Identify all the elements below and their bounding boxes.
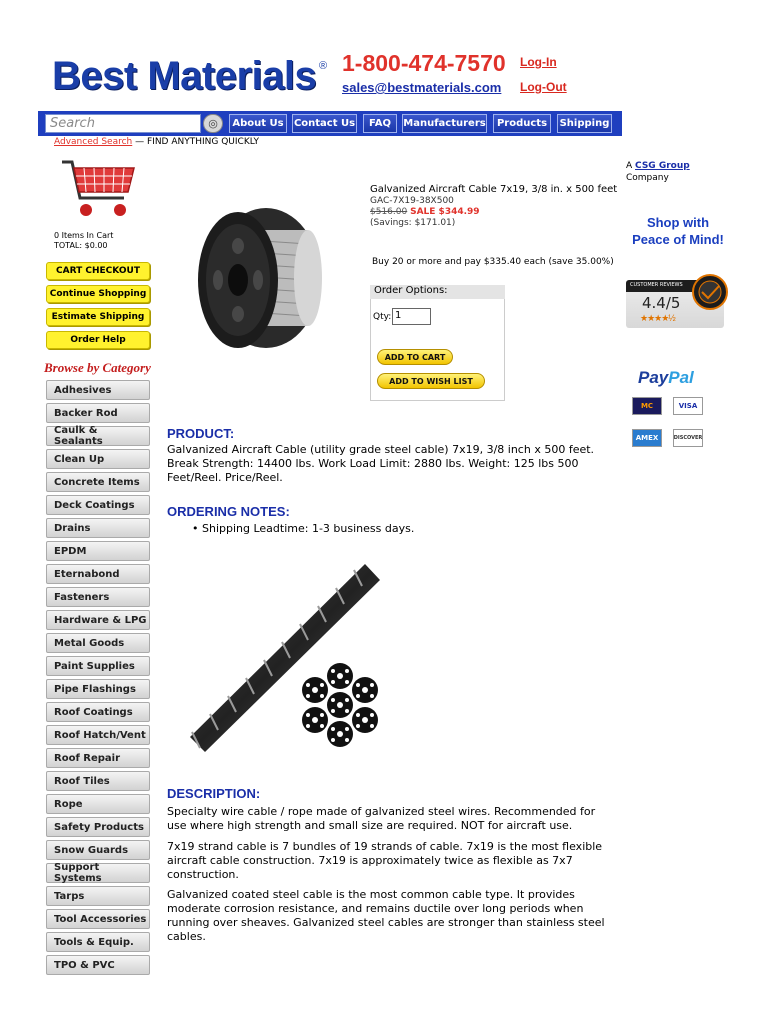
category-item[interactable]: Pipe Flashings [46, 679, 150, 699]
description-paragraph-3: Galvanized coated steel cable is the most common cable type. It provides moderate corrosion resistance, and remains ductile over long periods when running over sheaves. Galvanized steel cables are stronger than stainless steel cables. [167, 888, 605, 943]
csg-group-link[interactable]: CSG Group [635, 161, 690, 171]
sale-price: SALE $344.99 [410, 207, 480, 217]
paypal-logo-part-2: Pal [668, 368, 694, 387]
email-link[interactable]: sales@bestmaterials.com [342, 80, 502, 95]
category-item[interactable]: Tools & Equip. [46, 932, 150, 952]
site-logo[interactable]: Best Materials [52, 54, 317, 98]
product-price [370, 207, 480, 217]
category-item[interactable]: Backer Rod [46, 403, 150, 423]
customer-reviews-header: CUSTOMER REVIEWS [630, 282, 683, 288]
product-title: Galvanized Aircraft Cable 7x19, 3/8 in. x 500 feet [370, 184, 618, 195]
advanced-search-tagline: — FIND ANYTHING QUICKLY [135, 137, 260, 147]
category-item[interactable]: Rope [46, 794, 150, 814]
advanced-search-link[interactable]: Advanced Search [54, 137, 133, 147]
category-item[interactable]: Adhesives [46, 380, 150, 400]
registered-mark: ® [319, 60, 328, 72]
verified-reviews-seal-icon [692, 274, 728, 310]
search-button[interactable] [203, 114, 223, 133]
category-item[interactable]: Metal Goods [46, 633, 150, 653]
csg-prefix: A [626, 161, 633, 171]
nav-faq[interactable]: FAQ [363, 114, 397, 133]
nav-shipping[interactable]: Shipping [557, 114, 612, 133]
product-sku: GAC-7X19-38X500 [370, 196, 454, 206]
description-paragraph-2: 7x19 strand cable is 7 bundles of 19 strands of cable. 7x19 is the most flexible aircraft cable construction. 7x19 is approximately twice as flexible as 7x7 construction. [167, 840, 603, 881]
description-paragraph-1: Specialty wire cable / rope made of galvanized steel wires. Recommended for use where high strength and small size are required. NOT for aircraft use. [167, 805, 596, 832]
cable-spool-image [196, 200, 326, 352]
product-description: Galvanized Aircraft Cable (utility grade steel cable) 7x19, 3/8 inch x 500 feet. Break Strength: 14400 lbs. Work Load Limit: 2880 lbs. Weight: 125 lbs 500 Feet/Reel. Price/Reel. [167, 443, 595, 484]
shop-peace-of-mind [628, 214, 728, 248]
shop-line-2: Peace of Mind! [632, 232, 724, 247]
description-heading: DESCRIPTION: [167, 786, 261, 801]
cart-checkout-button[interactable]: CART CHECKOUT [46, 262, 150, 280]
category-item[interactable]: Tarps [46, 886, 150, 906]
nav-contact-us[interactable]: Contact Us [292, 114, 357, 133]
ordering-note-text: Shipping Leadtime: 1-3 business days. [202, 522, 415, 535]
advanced-search-row [54, 137, 259, 147]
phone-number: 1-800-474-7570 [342, 50, 506, 76]
csg-group-note [626, 160, 690, 184]
add-to-wishlist-button[interactable]: ADD TO WISH LIST [377, 373, 485, 389]
paypal-logo-part-1: Pay [638, 368, 669, 387]
category-item[interactable]: Caulk & Sealants [46, 426, 150, 446]
qty-input[interactable]: 1 [392, 308, 431, 325]
nav-manufacturers[interactable]: Manufacturers [402, 114, 487, 133]
search-input[interactable]: Search [45, 114, 201, 133]
category-item[interactable]: Deck Coatings [46, 495, 150, 515]
cart-total: TOTAL: $0.00 [54, 241, 108, 250]
category-item[interactable]: Tool Accessories [46, 909, 150, 929]
add-to-cart-button[interactable]: ADD TO CART [377, 349, 453, 365]
category-item[interactable]: TPO & PVC [46, 955, 150, 975]
search-icon: ◎ [208, 118, 218, 130]
ordering-note-item [192, 522, 642, 536]
category-item[interactable]: Fasteners [46, 587, 150, 607]
bullet-icon: • [192, 522, 202, 535]
order-help-button[interactable]: Order Help [46, 331, 150, 349]
review-score: 4.4/5 [642, 294, 681, 312]
discover-icon: DISCOVER [673, 429, 703, 447]
category-item[interactable]: Hardware & LPG [46, 610, 150, 630]
paypal-logo [638, 368, 694, 388]
visa-icon: VISA [673, 397, 703, 415]
order-options-heading: Order Options: [370, 285, 505, 299]
login-link[interactable]: Log-In [520, 55, 557, 69]
bulk-pricing: Buy 20 or more and pay $335.40 each (save 35.00%) [372, 257, 614, 267]
category-item[interactable]: Clean Up [46, 449, 150, 469]
savings-text: (Savings: $171.01) [370, 218, 456, 228]
category-item[interactable]: Roof Repair [46, 748, 150, 768]
category-item[interactable]: Safety Products [46, 817, 150, 837]
category-item[interactable]: Roof Hatch/Vent [46, 725, 150, 745]
ordering-notes-heading: ORDERING NOTES: [167, 504, 290, 519]
mastercard-icon: MC [632, 397, 662, 415]
category-item[interactable]: Paint Supplies [46, 656, 150, 676]
category-item[interactable]: Drains [46, 518, 150, 538]
cable-cross-section-image [297, 660, 383, 750]
category-item[interactable]: EPDM [46, 541, 150, 561]
category-item[interactable]: Support Systems [46, 863, 150, 883]
qty-label: Qty: [373, 312, 392, 322]
estimate-shipping-button[interactable]: Estimate Shipping [46, 308, 150, 326]
cart-summary [54, 231, 113, 251]
csg-suffix: Company [626, 173, 669, 183]
category-item[interactable]: Roof Coatings [46, 702, 150, 722]
review-stars: ★★★★½ [640, 313, 675, 323]
category-item[interactable]: Eternabond [46, 564, 150, 584]
continue-shopping-button[interactable]: Continue Shopping [46, 285, 150, 303]
nav-products[interactable]: Products [493, 114, 551, 133]
amex-icon: AMEX [632, 429, 662, 447]
product-heading: PRODUCT: [167, 426, 235, 441]
browse-heading: Browse by Category [44, 360, 151, 375]
cart-items-count: 0 Items In Cart [54, 231, 114, 240]
shopping-cart-icon[interactable] [60, 158, 138, 220]
category-item[interactable]: Snow Guards [46, 840, 150, 860]
old-price: $516.00 [370, 207, 408, 217]
nav-about-us[interactable]: About Us [229, 114, 287, 133]
category-item[interactable]: Concrete Items [46, 472, 150, 492]
logout-link[interactable]: Log-Out [520, 80, 567, 94]
category-item[interactable]: Roof Tiles [46, 771, 150, 791]
shop-line-1: Shop with [646, 215, 710, 230]
